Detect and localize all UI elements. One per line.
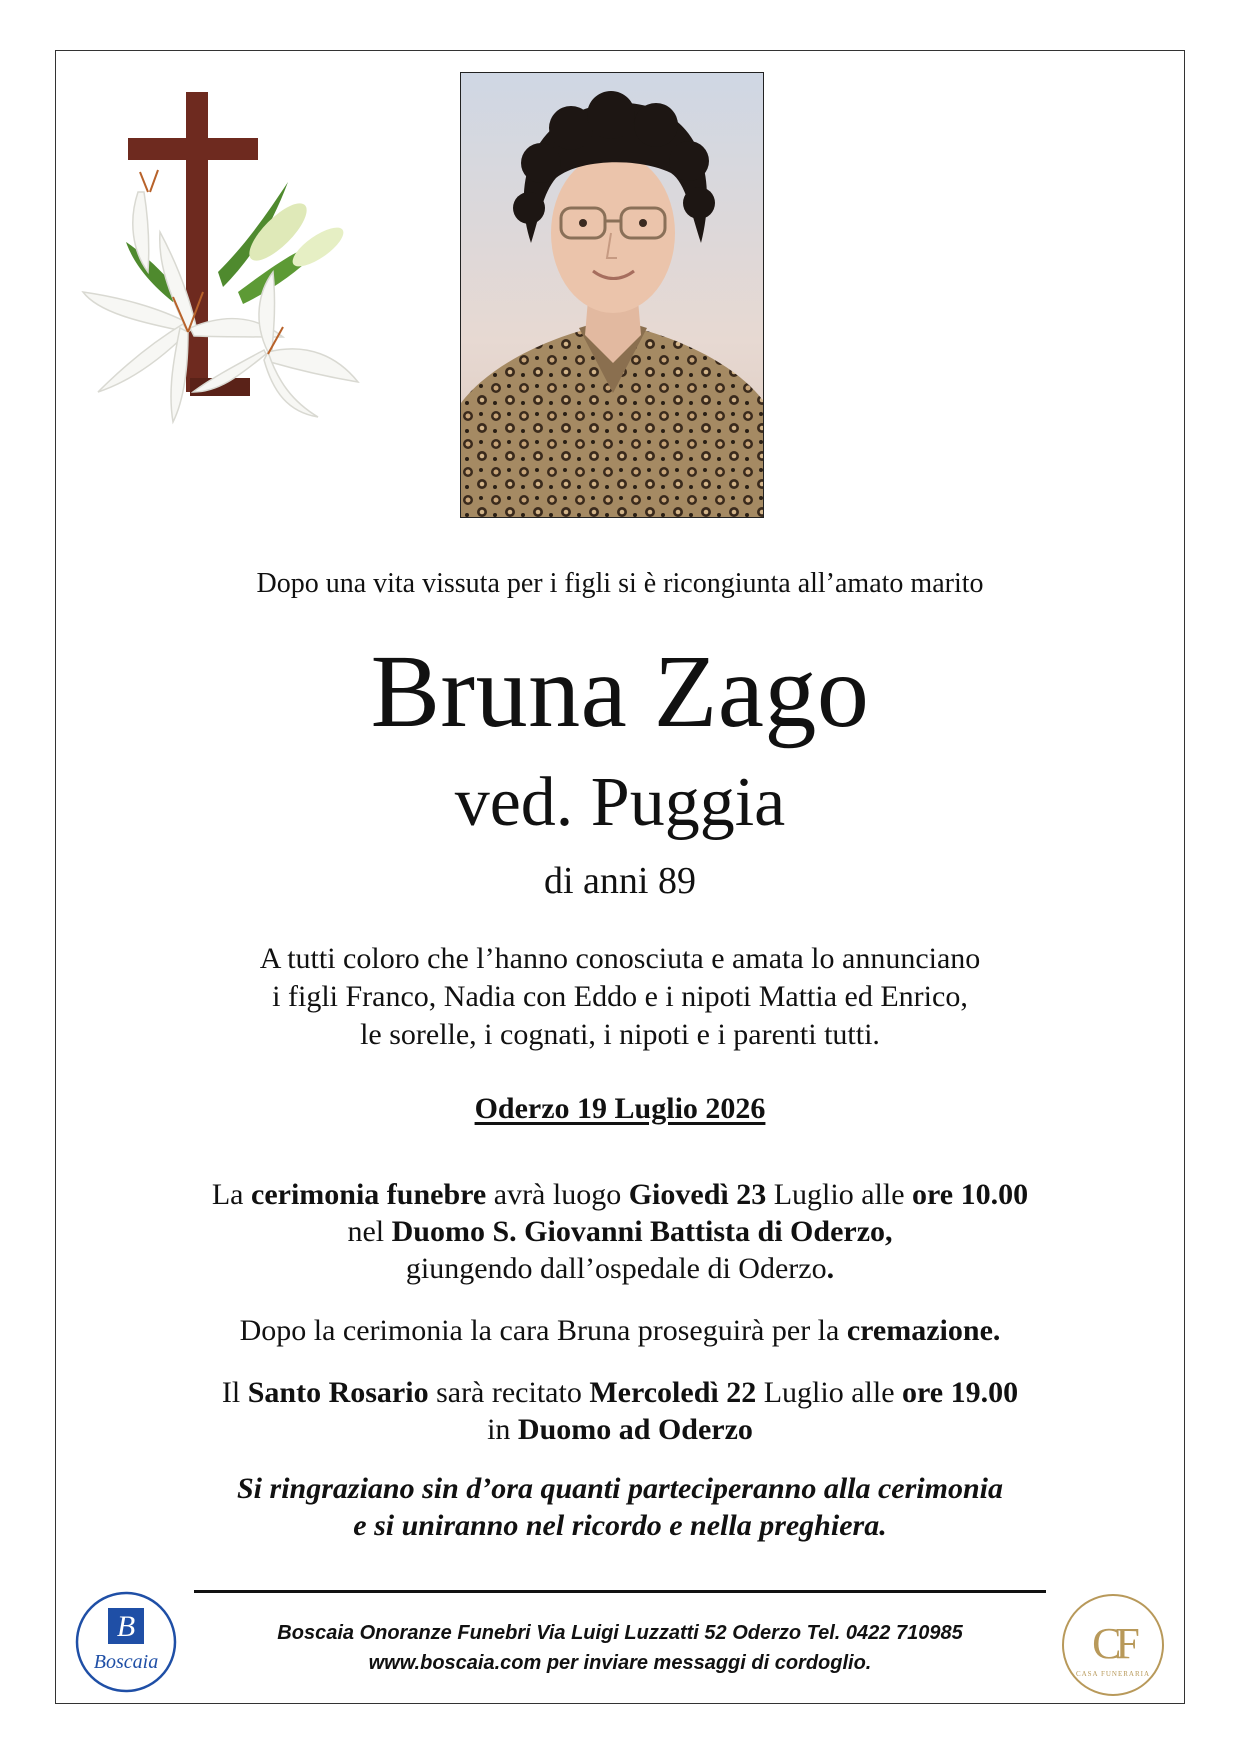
thanks-text bbox=[60, 1470, 1180, 1544]
place-date-text: Oderzo 19 Luglio 2026 bbox=[474, 1092, 766, 1125]
text-bold: . bbox=[826, 1252, 835, 1285]
casa-funeraria-text: CASA FUNERARIA bbox=[1075, 1670, 1151, 1678]
place-date bbox=[60, 1092, 1180, 1126]
boscaia-logo-text: Boscaia bbox=[93, 1651, 159, 1673]
footer-divider bbox=[194, 1590, 1046, 1593]
text: avrà luogo bbox=[486, 1178, 629, 1211]
text-bold: cremazione. bbox=[846, 1314, 1001, 1347]
text: giungendo dall’ospedale di Oderzo bbox=[405, 1252, 827, 1285]
text: in bbox=[487, 1413, 518, 1446]
text-bold: ore 19.00 bbox=[902, 1376, 1019, 1409]
announcement-line: le sorelle, i cognati, i nipoti e i parenti tutti. bbox=[360, 1018, 880, 1051]
rosary-info bbox=[60, 1374, 1180, 1448]
announcement-line: i figli Franco, Nadia con Eddo e i nipoti Mattia ed Enrico, bbox=[272, 980, 968, 1013]
text-bold: Santo Rosario bbox=[247, 1376, 429, 1409]
text: Luglio alle bbox=[756, 1376, 903, 1409]
footer-address: Boscaia Onoranze Funebri Via Luigi Luzzatti 52 Oderzo Tel. 0422 710985 bbox=[277, 1622, 963, 1644]
ceremony-info bbox=[60, 1176, 1180, 1287]
text: Luglio alle bbox=[766, 1178, 913, 1211]
boscaia-logo-letter: B bbox=[116, 1610, 136, 1643]
ceremony-line bbox=[60, 1250, 1180, 1287]
deceased-name: Bruna Zago bbox=[370, 634, 870, 749]
text: Il bbox=[221, 1376, 248, 1409]
age: di anni 89 bbox=[544, 860, 696, 902]
text-bold: cerimonia funebre bbox=[251, 1178, 487, 1211]
rosary-line bbox=[60, 1411, 1180, 1448]
announcement-line: A tutti coloro che l’hanno conosciuta e amata lo annunciano bbox=[259, 942, 981, 975]
text: nel bbox=[347, 1215, 392, 1248]
ceremony-line bbox=[60, 1213, 1180, 1250]
text: La bbox=[211, 1178, 251, 1211]
text-bold: Giovedì 23 bbox=[628, 1178, 767, 1211]
text: sarà recitato bbox=[428, 1376, 590, 1409]
boscaia-logo-icon bbox=[74, 1590, 178, 1694]
text-bold: Mercoledì 22 bbox=[589, 1376, 757, 1409]
announcement bbox=[60, 940, 1180, 1054]
cross-with-lilies-icon bbox=[78, 92, 378, 432]
casa-funeraria-mark: CF bbox=[1092, 1619, 1134, 1668]
text: Dopo la cerimonia la cara Bruna proseguirà per la bbox=[239, 1314, 847, 1347]
casa-funeraria-logo-icon bbox=[1058, 1590, 1168, 1700]
thanks-line: Si ringraziano sin d’ora quanti parteciperanno alla cerimonia bbox=[237, 1472, 1003, 1505]
deceased-portrait bbox=[460, 72, 764, 518]
widow-of: ved. Puggia bbox=[454, 764, 786, 841]
text-bold: Duomo ad Oderzo bbox=[517, 1413, 753, 1446]
ceremony-line bbox=[60, 1176, 1180, 1213]
footer-website: www.boscaia.com per inviare messaggi di cordoglio. bbox=[368, 1652, 872, 1674]
text-bold: ore 10.00 bbox=[912, 1178, 1029, 1211]
text-bold: Duomo S. Giovanni Battista di Oderzo, bbox=[391, 1215, 893, 1248]
cremation-info bbox=[60, 1314, 1180, 1348]
thanks-line: e si uniranno nel ricordo e nella preghiera. bbox=[353, 1509, 887, 1542]
rosary-line bbox=[60, 1374, 1180, 1411]
intro-text: Dopo una vita vissuta per i figli si è ricongiunta all’amato marito bbox=[256, 568, 984, 599]
